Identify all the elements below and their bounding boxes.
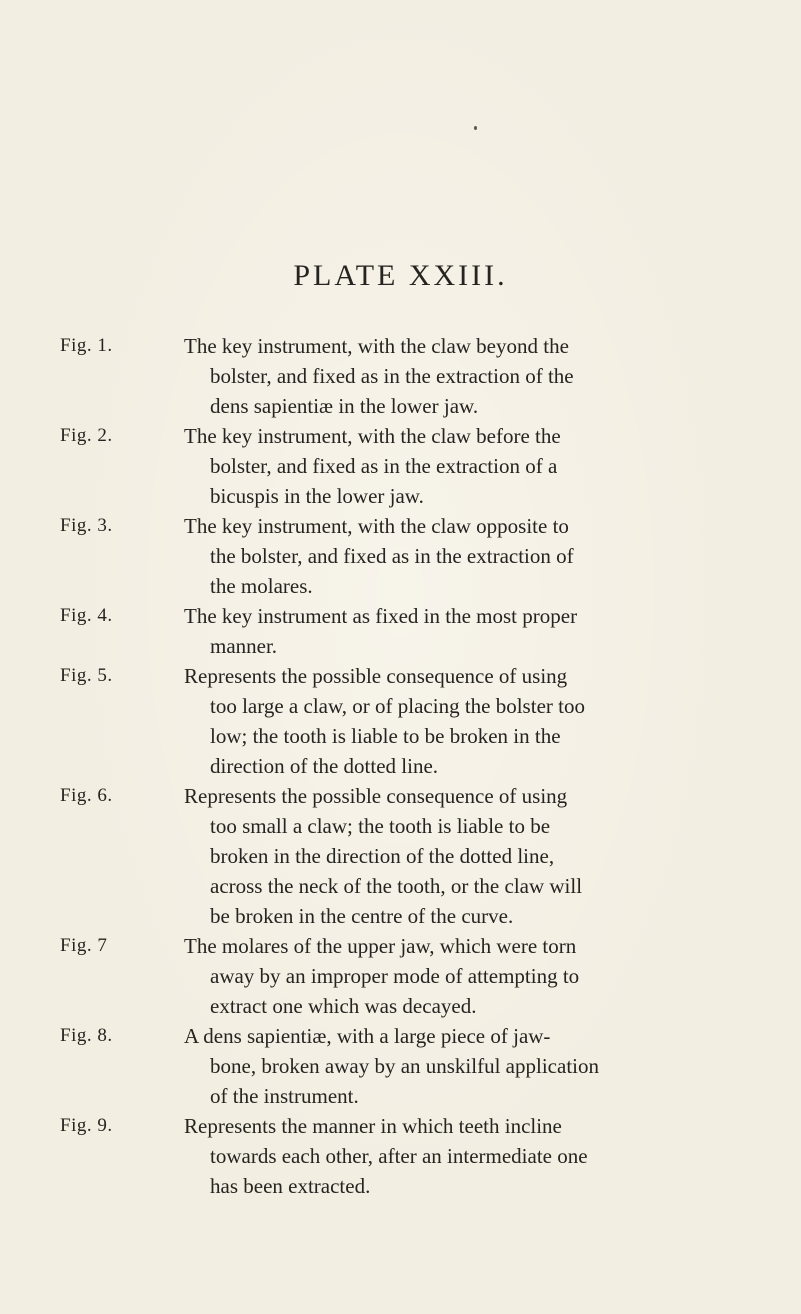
figure-description bbox=[184, 1021, 660, 1111]
figure-label: Fig. 4. bbox=[60, 605, 113, 626]
figure-entry bbox=[60, 781, 660, 931]
description-line: across the neck of the tooth, or the claw will bbox=[210, 874, 583, 898]
description-line: direction of the dotted line. bbox=[210, 754, 439, 778]
description-line: bolster, and fixed as in the extraction of a bbox=[210, 454, 558, 478]
description-line: extract one which was decayed. bbox=[210, 994, 477, 1018]
description-line: the molares. bbox=[210, 574, 313, 598]
description-line: Represents the manner in which teeth incline bbox=[184, 1114, 562, 1138]
figure-label: Fig. 6. bbox=[60, 785, 113, 806]
description-line: Represents the possible consequence of using bbox=[184, 664, 568, 688]
description-line: Represents the possible consequence of using bbox=[184, 784, 568, 808]
description-line: the bolster, and fixed as in the extraction of bbox=[210, 544, 574, 568]
description-line: broken in the direction of the dotted line, bbox=[210, 844, 555, 868]
figure-label: Fig. 8. bbox=[60, 1025, 113, 1046]
figure-entry bbox=[60, 661, 660, 781]
description-line: The molares of the upper jaw, which were torn bbox=[184, 934, 577, 958]
description-line: The key instrument as fixed in the most proper bbox=[184, 604, 578, 628]
description-line: bicuspis in the lower jaw. bbox=[210, 484, 424, 508]
figure-description bbox=[184, 661, 660, 781]
figure-label: Fig. 1. bbox=[60, 335, 113, 356]
figure-description bbox=[184, 421, 660, 511]
ink-speck bbox=[474, 126, 477, 130]
figure-entry bbox=[60, 931, 660, 1021]
plate-title: PLATE XXIII. bbox=[293, 259, 508, 292]
figure-label: Fig. 5. bbox=[60, 665, 113, 686]
figure-description bbox=[184, 511, 660, 601]
figure-label: Fig. 7 bbox=[60, 935, 108, 956]
description-line: dens sapientiæ in the lower jaw. bbox=[210, 394, 479, 418]
figure-entry bbox=[60, 601, 660, 661]
figure-description bbox=[184, 601, 660, 661]
figure-entry bbox=[60, 1021, 660, 1111]
figure-description bbox=[184, 1111, 660, 1201]
description-line: has been extracted. bbox=[210, 1174, 371, 1198]
description-line: The key instrument, with the claw opposite to bbox=[184, 514, 569, 538]
figure-entry bbox=[60, 511, 660, 601]
description-line: of the instrument. bbox=[210, 1084, 359, 1108]
figure-label: Fig. 9. bbox=[60, 1115, 113, 1136]
figure-list bbox=[60, 331, 660, 1201]
description-line: bolster, and fixed as in the extraction of the bbox=[210, 364, 574, 388]
description-line: too large a claw, or of placing the bolster too bbox=[210, 694, 585, 718]
description-line: A dens sapientiæ, with a large piece of jaw- bbox=[184, 1024, 551, 1048]
figure-label: Fig. 3. bbox=[60, 515, 113, 536]
description-line: The key instrument, with the claw before the bbox=[184, 424, 561, 448]
figure-description bbox=[184, 931, 660, 1021]
description-line: bone, broken away by an unskilful application bbox=[210, 1054, 599, 1078]
figure-description bbox=[184, 781, 660, 931]
description-line: towards each other, after an intermediate one bbox=[210, 1144, 588, 1168]
figure-label: Fig. 2. bbox=[60, 425, 113, 446]
description-line: away by an improper mode of attempting to bbox=[210, 964, 580, 988]
figure-entry bbox=[60, 331, 660, 421]
figure-entry bbox=[60, 421, 660, 511]
description-line: The key instrument, with the claw beyond the bbox=[184, 334, 569, 358]
figure-entry bbox=[60, 1111, 660, 1201]
description-line: low; the tooth is liable to be broken in the bbox=[210, 724, 561, 748]
figure-description bbox=[184, 331, 660, 421]
description-line: too small a claw; the tooth is liable to be bbox=[210, 814, 551, 838]
description-line: manner. bbox=[210, 634, 278, 658]
description-line: be broken in the centre of the curve. bbox=[210, 904, 514, 928]
